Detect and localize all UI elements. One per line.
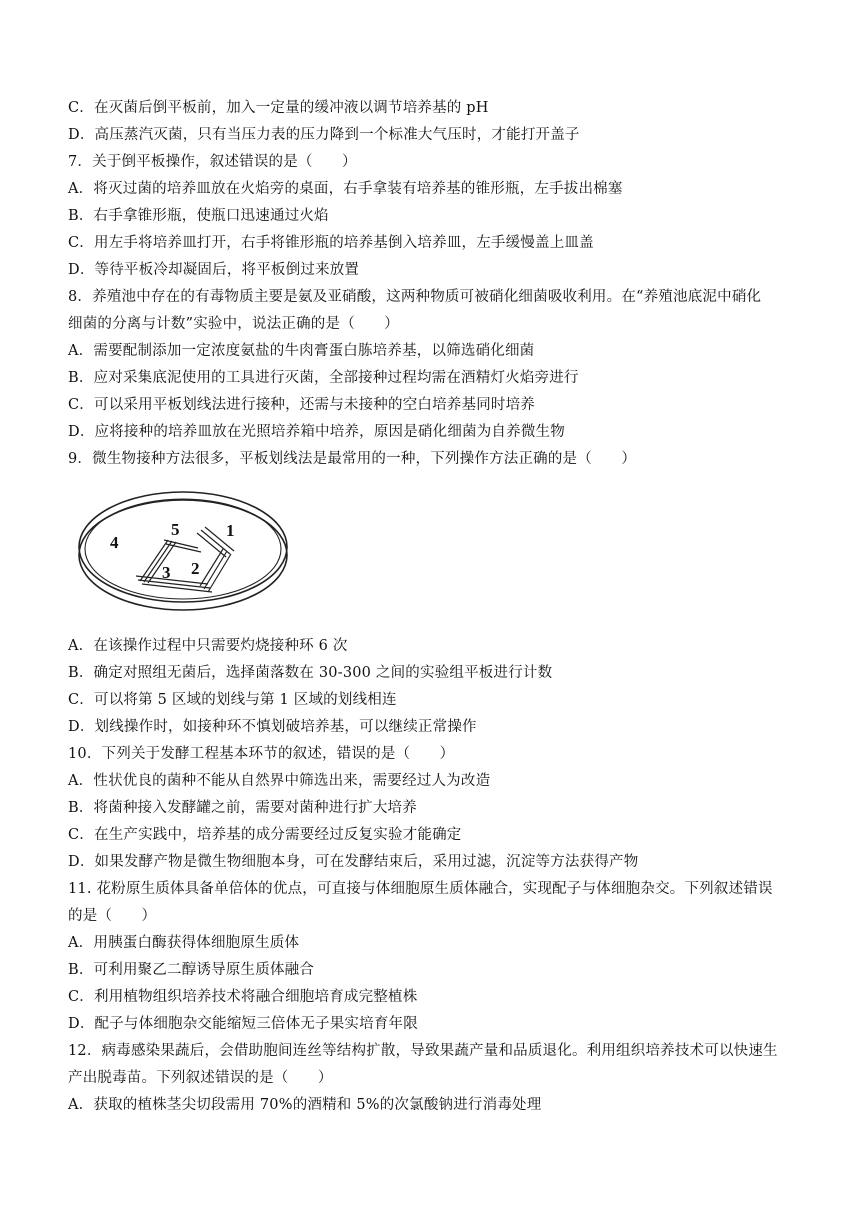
q10-option-d: D．如果发酵产物是微生物细胞本身，可在发酵结束后，采用过滤，沉淀等方法获得产物: [68, 854, 639, 870]
q6-option-c: C．在灭菌后倒平板前，加入一定量的缓冲液以调节培养基的 pH: [68, 100, 489, 116]
q11-option-b: B．可利用聚乙二醇诱导原生质体融合: [68, 962, 315, 978]
q12-stem-line1: 12．病毒感染果蔬后，会借助胞间连丝等结构扩散，导致果蔬产量和品质退化。利用组织培养技术可以快速生: [68, 1043, 778, 1059]
q10-option-c: C．在生产实践中，培养基的成分需要经过反复实验才能确定: [68, 827, 462, 843]
q7-option-d: D．等待平板冷却凝固后，将平板倒过来放置: [68, 262, 360, 278]
q12-stem-line2: 产出脱毒苗。下列叙述错误的是（ ）: [68, 1070, 333, 1086]
zone-label-1: 1: [226, 521, 235, 540]
q8-stem-line2: 细菌的分离与计数”实验中，说法正确的是（ ）: [68, 316, 400, 332]
q9-option-a: A．在该操作过程中只需要灼烧接种环 6 次: [68, 638, 348, 654]
q6-option-d: D．高压蒸汽灭菌，只有当压力表的压力降到一个标准大气压时，才能打开盖子: [68, 127, 580, 143]
zone-label-4: 4: [110, 533, 119, 552]
q9-option-d: D．划线操作时，如接种环不慎划破培养基，可以继续正常操作: [68, 719, 477, 735]
petri-dish-streak-figure: [76, 488, 290, 616]
q9-option-c: C．可以将第 5 区域的划线与第 1 区域的划线相连: [68, 692, 397, 708]
q11-stem-line1: 11. 花粉原生质体具备单倍体的优点，可直接与体细胞原生质体融合，实现配子与体细胞杂交。下列叙述错误: [68, 881, 773, 897]
streak-lines: [136, 527, 234, 592]
q10-option-b: B．将菌种接入发酵罐之前，需要对菌种进行扩大培养: [68, 800, 417, 816]
q12-option-a: A．获取的植株茎尖切段需用 70%的酒精和 5%的次氯酸钠进行消毒处理: [68, 1097, 542, 1113]
zone-label-5: 5: [171, 520, 180, 539]
zone-label-3: 3: [162, 563, 171, 582]
q7-stem: 7．关于倒平板操作，叙述错误的是（ ）: [68, 154, 357, 170]
dish-base-rim: [79, 500, 287, 610]
q10-stem: 10．下列关于发酵工程基本环节的叙述，错误的是（ ）: [68, 746, 455, 762]
zone-label-2: 2: [191, 559, 200, 578]
q10-option-a: A．性状优良的菌种不能从自然界中筛选出来，需要经过人为改造: [68, 773, 491, 789]
q9-option-b: B．确定对照组无菌后，选择菌落数在 30-300 之间的实验组平板进行计数: [68, 665, 553, 681]
q8-option-b: B．应对采集底泥使用的工具进行灭菌，全部接种过程均需在酒精灯火焰旁进行: [68, 370, 579, 386]
q8-option-a: A．需要配制添加一定浓度氨盐的牛肉膏蛋白胨培养基，以筛选硝化细菌: [68, 343, 535, 359]
q7-option-a: A．将灭过菌的培养皿放在火焰旁的桌面，右手拿装有培养基的锥形瓶，左手拔出棉塞: [68, 181, 623, 197]
q11-option-d: D．配子与体细胞杂交能缩短三倍体无子果实培育年限: [68, 1016, 418, 1032]
q9-stem: 9．微生物接种方法很多，平板划线法是最常用的一种，下列操作方法正确的是（ ）: [68, 451, 637, 467]
q8-option-c: C．可以采用平板划线法进行接种，还需与未接种的空白培养基同时培养: [68, 397, 535, 413]
q11-option-c: C．利用植物组织培养技术将融合细胞培育成完整植株: [68, 989, 418, 1005]
q11-stem-line2: 的是（ ）: [68, 908, 157, 924]
q11-option-a: A．用胰蛋白酶获得体细胞原生质体: [68, 935, 300, 951]
q8-option-d: D．应将接种的培养皿放在光照培养箱中培养，原因是硝化细菌为自养微生物: [68, 424, 565, 440]
q7-option-c: C．用左手将培养皿打开，右手将锥形瓶的培养基倒入培养皿，左手缓慢盖上皿盖: [68, 235, 594, 251]
q7-option-b: B．右手拿锥形瓶，使瓶口迅速通过火焰: [68, 208, 329, 224]
q8-stem-line1: 8．养殖池中存在的有毒物质主要是氨及亚硝酸，这两种物质可被硝化细菌吸收利用。在“养殖池底泥中硝化: [68, 289, 762, 305]
